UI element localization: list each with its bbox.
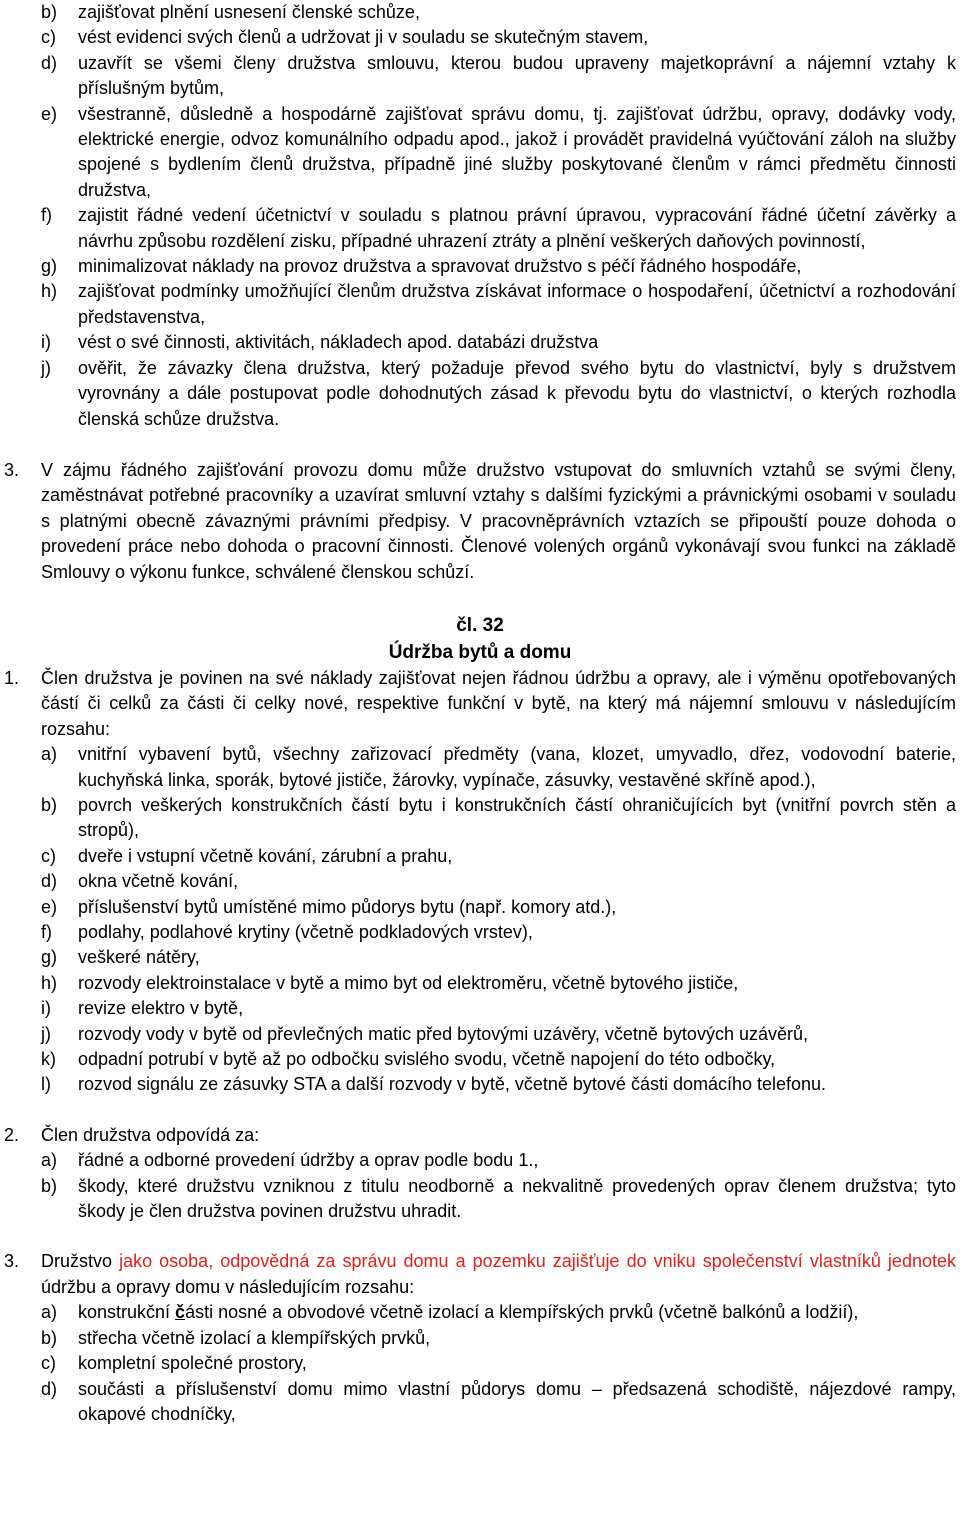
item-text: kompletní společné prostory,	[78, 1353, 307, 1374]
item-label: e)	[41, 896, 58, 917]
item-label: b)	[41, 1327, 58, 1348]
section-1-list	[4, 742, 956, 1098]
item-text: okna včetně kování,	[78, 871, 239, 892]
item-text: revize elektro v bytě,	[78, 998, 244, 1019]
list-item	[4, 1300, 956, 1325]
item-label: c)	[41, 27, 56, 48]
item-label: f)	[41, 922, 52, 942]
item-text: střecha včetně izolací a klempířských prvků,	[78, 1327, 431, 1348]
list-item	[4, 793, 956, 844]
item-text: škody, které družstvu vzniknou z titulu neodborně a nekvalitně provedených oprav členem družstva; tyto škody je člen družstva povinen družstvu uhradit.	[78, 1175, 956, 1222]
paragraph-text: V zájmu řádného zajišťování provozu domu může družstvo vstupovat do smluvních vztahů se svými členy, zaměstnávat potřebné pracovníky a uzavírat smluvní vztahy s dalšími fyzickými a právnickými osobami v souladu s platnými obecně závaznými právními předpisy. V pracovněprávních vztazích se připouští pouze dohoda o provedení práce nebo dohoda o pracovní činnosti. Členové volených orgánů vykonávají svou funkci na základě Smlouvy o výkonu funkce, schválené členskou schůzí.	[41, 459, 956, 582]
list-item	[4, 102, 956, 204]
item-text: povrch veškerých konstrukčních částí bytu i konstrukčních částí ohraničujících byt (vnitřní povrch stěn a stropů),	[78, 794, 956, 841]
item-text: uzavřít se všemi členy družstva smlouvu, kterou budou upraveny majetkoprávní a nájemní vztahy k příslušným bytům,	[78, 52, 956, 99]
item-label: a)	[41, 1150, 58, 1171]
list-item	[4, 1022, 956, 1047]
list-item	[4, 742, 956, 793]
list-item	[4, 1072, 956, 1097]
section-number: 1.	[4, 667, 20, 688]
item-label: k)	[41, 1049, 56, 1070]
spacer	[4, 1224, 956, 1249]
section-text: Člen družstva je povinen na své náklady zajišťovat nejen řádnou údržbu a opravy, ale i výměnu opotřebovaných částí či celků za části či celky nové, respektive funkční v bytě, na který má nájemní smlouvu v následujícím rozsahu:	[41, 667, 956, 739]
list-item	[4, 1326, 956, 1351]
list-item	[4, 1174, 956, 1225]
item-text: součásti a příslušenství domu mimo vlastní půdorys domu – předsazená schodiště, nájezdové rampy, okapové chodníčky,	[78, 1378, 956, 1424]
item-label: d)	[41, 52, 58, 73]
paragraph-3	[4, 458, 956, 585]
item-text: ověřit, že závazky člena družstva, který požaduje převod svého bytu do vlastnictví, byly s družstvem vyrovnány a dále postupovat podle dohodnutých zásad k převodu bytu do vlastnictví, o kterých rozhodla členská schůze družstva.	[78, 357, 956, 429]
item-label: f)	[41, 205, 52, 226]
list-item	[4, 844, 956, 869]
highlighted-text: jako osoba, odpovědná za správu domu a pozemku zajišťuje do vniku společenství vlastníků jednotek	[119, 1251, 956, 1272]
list-item	[4, 51, 956, 102]
list-item	[4, 1148, 956, 1173]
underlined-letter: č	[175, 1302, 186, 1323]
list-item	[4, 1047, 956, 1072]
spacer	[4, 1098, 956, 1123]
item-label: j)	[41, 1023, 51, 1044]
item-text: rozvod signálu ze zásuvky STA a další rozvody v bytě, včetně bytové části domácího telefonu.	[78, 1074, 827, 1095]
section-1	[4, 666, 956, 742]
section-2	[4, 1123, 956, 1148]
list-item	[4, 869, 956, 894]
spacer	[4, 432, 956, 458]
section-number: 3.	[4, 1251, 20, 1272]
paragraph-number: 3.	[4, 459, 20, 480]
item-text: veškeré nátěry,	[78, 947, 200, 968]
spacer	[4, 585, 956, 610]
list-item	[4, 920, 956, 945]
section-text-start: Družstvo	[41, 1251, 120, 1272]
section-text-end: údržbu a opravy domu v následujícím rozsahu:	[41, 1276, 415, 1297]
list-item	[4, 203, 956, 254]
item-text: zajišťovat podmínky umožňující členům družstva získávat informace o hospodaření, účetnictví a rozhodování představenstva,	[78, 281, 956, 327]
section-text: Člen družstva odpovídá za:	[41, 1124, 260, 1145]
item-text-start: konstrukční	[78, 1302, 176, 1323]
item-label: l)	[41, 1074, 51, 1095]
item-text: příslušenství bytů umístěné mimo půdorys bytu (např. komory atd.),	[78, 896, 617, 917]
item-text: zajišťovat plnění usnesení členské schůze,	[78, 2, 420, 22]
item-text: zajistit řádné vedení účetnictví v souladu s platnou právní úpravou, vypracování řádné účetní závěrky a návrhu způsobu rozdělení zisku, případné uhrazení ztráty a plnění veškerých daňových povinností,	[78, 205, 956, 251]
item-text: minimalizovat náklady na provoz družstva a spravovat družstvo s péčí řádného hospodáře,	[78, 256, 802, 277]
item-label: d)	[41, 1378, 58, 1399]
list-item	[4, 254, 956, 279]
list-item	[4, 1351, 956, 1376]
item-label: i)	[41, 332, 51, 353]
section-3-list	[4, 1300, 956, 1427]
continuation-list	[4, 0, 956, 432]
article-number: čl. 32	[456, 614, 504, 636]
item-text: dveře i vstupní včetně kování, zárubní a prahu,	[78, 845, 453, 866]
item-text: řádné a odborné provedení údržby a oprav podle bodu 1.,	[78, 1150, 539, 1171]
list-item	[4, 330, 956, 355]
item-label: a)	[41, 744, 58, 765]
item-label: g)	[41, 256, 58, 277]
item-text: rozvody elektroinstalace v bytě a mimo byt od elektroměru, včetně bytového jističe,	[78, 972, 739, 993]
item-label: e)	[41, 103, 58, 124]
section-number: 2.	[4, 1124, 20, 1145]
item-label: b)	[41, 794, 58, 815]
item-label: d)	[41, 871, 58, 892]
item-label: j)	[41, 357, 51, 378]
list-item	[4, 0, 956, 25]
list-item	[4, 971, 956, 996]
list-item	[4, 945, 956, 970]
list-item	[4, 279, 956, 330]
item-label: h)	[41, 281, 58, 302]
item-label: c)	[41, 1353, 56, 1374]
item-label: i)	[41, 998, 51, 1019]
section-2-list	[4, 1148, 956, 1224]
item-label: b)	[41, 2, 58, 22]
item-text: všestranně, důsledně a hospodárně zajišťovat správu domu, tj. zajišťovat údržbu, opravy, dodávky vody, elektrické energie, odvoz komunálního odpadu apod., jakož i provádět pravidelná vyúčtování záloh na služby spojené s bydlením členů družstva, případně jiné služby poskytované členům v rámci předmětu činnosti družstva,	[78, 103, 956, 200]
item-label: g)	[41, 947, 58, 968]
item-label: a)	[41, 1302, 58, 1323]
item-text-end: ásti nosné a obvodové včetně izolací a klempířských prvků (včetně balkónů a lodžií),	[185, 1302, 859, 1323]
item-text: podlahy, podlahové krytiny (včetně podkladových vrstev),	[78, 922, 533, 942]
list-item	[4, 1377, 956, 1428]
list-item	[4, 996, 956, 1021]
item-text: odpadní potrubí v bytě až po odbočku svislého svodu, včetně napojení do této odbočky,	[78, 1049, 776, 1070]
item-label: c)	[41, 845, 56, 866]
item-label: b)	[41, 1175, 58, 1196]
section-3	[4, 1249, 956, 1300]
item-text: vnitřní vybavení bytů, všechny zařizovací předměty (vana, klozet, umyvadlo, dřez, vodovodní baterie, kuchyňská linka, sporák, bytové jističe, žárovky, vypínače, zásuvky, vestavěné skříně apod.),	[78, 744, 956, 790]
list-item	[4, 356, 956, 432]
item-text: rozvody vody v bytě od převlečných matic před bytovými uzávěry, včetně bytových uzávěrů,	[78, 1023, 808, 1044]
list-item	[4, 25, 956, 50]
list-item	[4, 895, 956, 920]
article-title: Údržba bytů a domu	[388, 641, 572, 663]
item-text: vést evidenci svých členů a udržovat ji v souladu se skutečným stavem,	[78, 27, 649, 48]
item-text: vést o své činnosti, aktivitách, nákladech apod. databázi družstva	[78, 332, 599, 353]
item-label: h)	[41, 972, 58, 993]
